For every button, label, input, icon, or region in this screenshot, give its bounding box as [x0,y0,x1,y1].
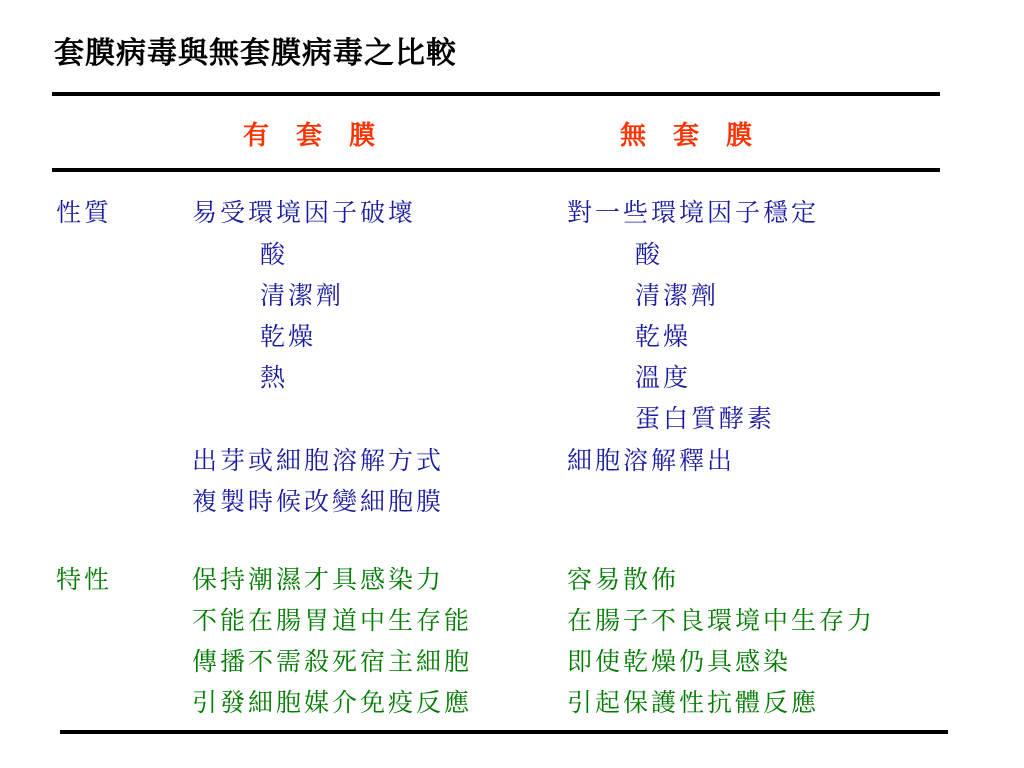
header-enveloped: 有 套 膜 [243,121,385,151]
enveloped-characteristic: 不能在腸胃道中生存能 [192,606,473,635]
enveloped-characteristic: 保持潮濕才具感染力 [192,565,445,594]
nonenveloped-factor: 溫度 [635,363,692,392]
nonenveloped-factor: 清潔劑 [635,281,720,310]
nonenveloped-characteristic: 在腸子不良環境中生存力 [567,606,876,635]
enveloped-characteristic: 傳播不需殺死宿主細胞 [192,647,473,676]
enveloped-release: 出芽或細胞溶解方式 [192,446,445,475]
page-title: 套膜病毒與無套膜病毒之比較 [54,36,457,71]
properties-label: 性質 [56,198,113,227]
enveloped-intro: 易受環境因子破壞 [192,198,417,227]
top-rule [52,92,940,96]
nonenveloped-characteristic: 容易散佈 [567,565,680,594]
nonenveloped-factor: 酸 [635,240,664,269]
nonenveloped-factor: 蛋白質酵素 [635,404,776,433]
nonenveloped-intro: 對一些環境因子穩定 [567,198,820,227]
enveloped-factor: 熱 [260,363,289,392]
bottom-rule [60,730,948,734]
nonenveloped-characteristic: 引起保護性抗體反應 [567,688,820,717]
nonenveloped-release: 細胞溶解釋出 [567,446,736,475]
nonenveloped-factor: 乾燥 [635,322,692,351]
enveloped-factor: 乾燥 [260,322,317,351]
enveloped-factor: 酸 [260,240,289,269]
header-rule [52,168,940,172]
header-nonenveloped: 無 套 膜 [620,121,762,151]
enveloped-factor: 清潔劑 [260,281,345,310]
nonenveloped-characteristic: 即使乾燥仍具感染 [567,647,792,676]
enveloped-characteristic: 引發細胞媒介免疫反應 [192,688,473,717]
enveloped-release: 複製時候改變細胞膜 [192,487,445,516]
characteristics-label: 特性 [56,565,113,594]
